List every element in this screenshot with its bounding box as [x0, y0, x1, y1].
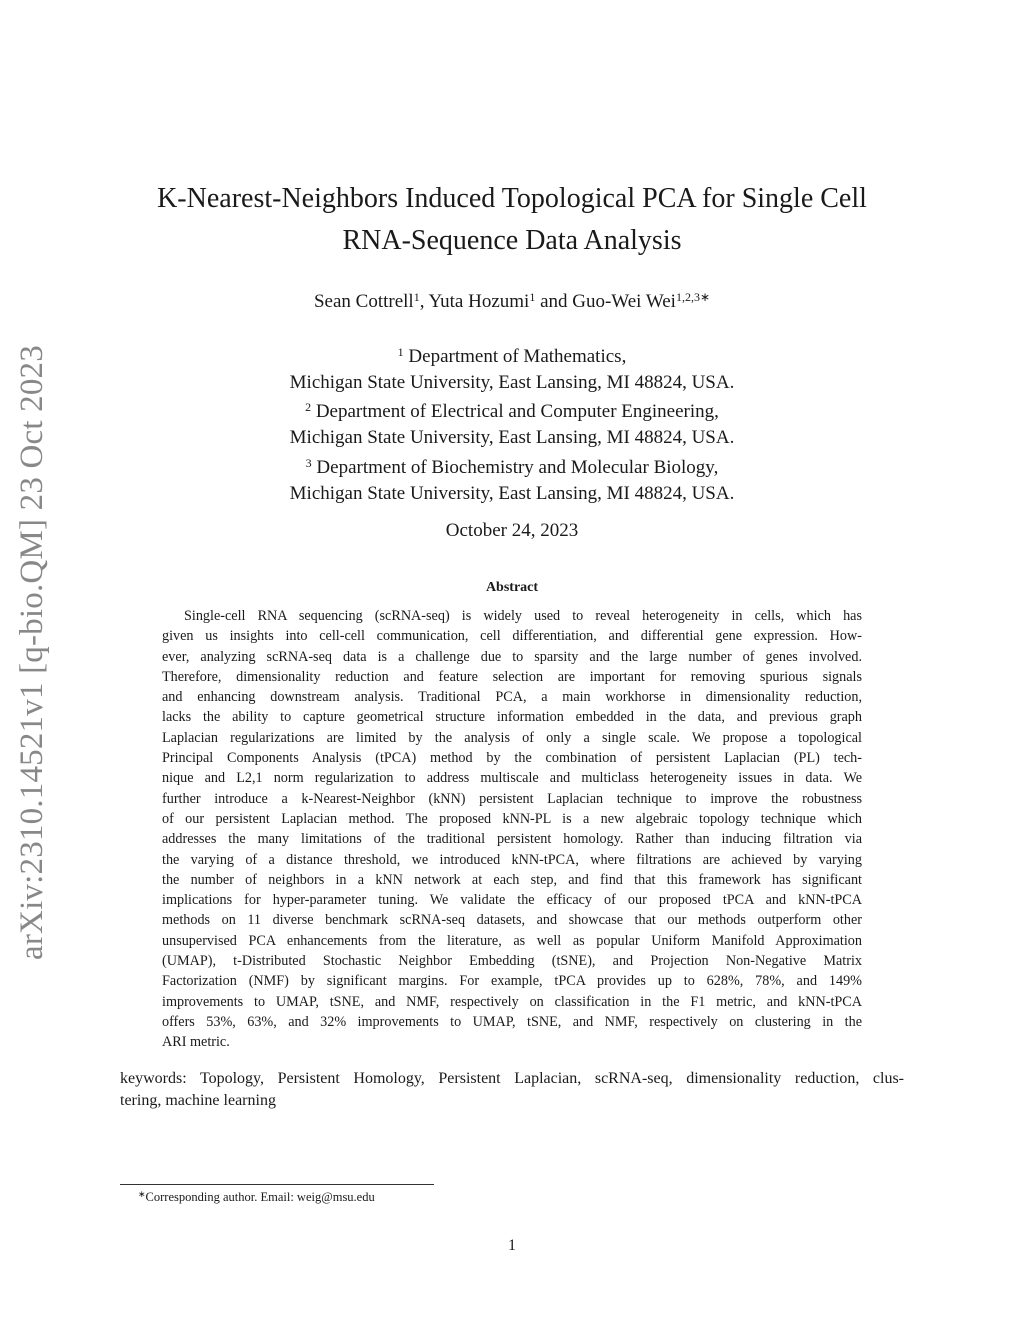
abstract-line: Principal Components Analysis (tPCA) method by the combination of persistent Laplacian (PL) tech-: [162, 750, 862, 767]
abstract-line: addresses the many limitations of the traditional persistent homology. Rather than inducing filtration via: [162, 831, 862, 848]
page-number: 1: [508, 1237, 516, 1254]
arxiv-identifier-stamp[interactable]: arXiv:2310.14521v1 [q-bio.QM] 23 Oct 2023: [14, 345, 50, 960]
abstract-line: lacks the ability to capture geometrical structure information embedded in the data, and previous graph: [162, 709, 862, 726]
abstract-line: (UMAP), t-Distributed Stochastic Neighbor Embedding (tSNE), and Projection Non-Negative Matrix: [162, 953, 862, 970]
affiliation-university: Michigan State University, East Lansing, MI 48824, USA.: [289, 427, 735, 449]
abstract-line: improvements to UMAP, tSNE, and NMF, respectively on classification in the F1 metric, and kNN-tPCA: [162, 993, 862, 1010]
corresponding-author-footnote: [138, 1189, 638, 1205]
abstract-line: methods on 11 diverse benchmark scRNA-seq datasets, and showcase that our methods outperform other: [162, 912, 862, 929]
affiliation-university: Michigan State University, East Lansing, MI 48824, USA.: [289, 371, 735, 393]
abstract-line: ever, analyzing scRNA-seq data is a challenge due to sparsity and the large number of genes involved.: [162, 648, 862, 665]
keywords-line: keywords: Topology, Persistent Homology, Persistent Laplacian, scRNA-seq, dimensionality reduction, clus-: [120, 1070, 904, 1087]
author-name: Yuta Hozumi: [428, 291, 530, 312]
footnote-text: Corresponding author. Email: weig@msu.edu: [145, 1190, 375, 1204]
affiliation-mark: 3: [305, 455, 312, 470]
abstract-line: implications for hyper-parameter tuning. We validate the efficacy of our proposed tPCA and kNN-tPCA: [162, 892, 862, 909]
department-name: Department of Electrical and Computer Engineering,: [311, 401, 719, 423]
affiliation-department: [120, 395, 904, 425]
affiliation-department: [120, 451, 904, 481]
abstract-heading: Abstract: [485, 580, 539, 595]
author-affiliation-mark: 1,2,3∗: [675, 290, 711, 304]
abstract-line: unsupervised PCA enhancements from the literature, as well as popular Uniform Manifold Approximation: [162, 932, 862, 949]
title-line-1: K-Nearest-Neighbors Induced Topological PCA for Single Cell: [157, 183, 867, 214]
abstract-line: the varying of a distance threshold, we introduced kNN-tPCA, where filtrations are achieved by varying: [162, 851, 862, 868]
footnote-mark: ∗: [138, 1189, 146, 1199]
abstract-line: Therefore, dimensionality reduction and feature selection are important for removing spurious signals: [162, 668, 862, 685]
abstract-line: ARI metric.: [162, 1034, 230, 1051]
footnote-divider: [120, 1184, 434, 1185]
paper-title: [120, 178, 904, 262]
affiliations: [120, 340, 904, 506]
affiliation-department: [120, 340, 904, 370]
affiliation-mark: 1: [397, 345, 404, 359]
author-affiliation-mark: 1: [413, 290, 420, 304]
title-line-2: RNA-Sequence Data Analysis: [342, 225, 682, 256]
author-name: Guo-Wei Wei: [572, 291, 676, 312]
abstract-line: offers 53%, 63%, and 32% improvements to UMAP, tSNE, and NMF, respectively on clustering in the: [162, 1013, 862, 1030]
abstract-line: nique and L2,1 norm regularization to address multiscale and multiclass heterogeneity issues in data. We: [162, 770, 862, 787]
department-name: Department of Mathematics,: [403, 346, 627, 367]
abstract-line: given us insights into cell-cell communication, cell differentiation, and differential gene expression. How-: [162, 628, 862, 645]
publication-date: October 24, 2023: [445, 520, 579, 541]
abstract-line: and enhancing downstream analysis. Traditional PCA, a main workhorse in dimensionality reduction,: [162, 689, 862, 706]
author-list: [120, 290, 904, 313]
affiliation-university: Michigan State University, East Lansing, MI 48824, USA.: [289, 482, 735, 504]
author-separator: and: [535, 291, 573, 312]
keywords: [120, 1068, 904, 1112]
affiliation-mark: 2: [305, 400, 312, 415]
abstract-line: Single-cell RNA sequencing (scRNA-seq) is widely used to reveal heterogeneity in cells, which has: [184, 608, 862, 624]
author-affiliation-mark: 1: [529, 290, 536, 304]
abstract-body: [162, 606, 862, 1053]
abstract-line: Laplacian regularizations are limited by the analysis of only a single scale. We propose a topological: [162, 729, 862, 746]
department-name: Department of Biochemistry and Molecular Biology,: [311, 456, 719, 478]
author-name: Sean Cottrell: [313, 291, 414, 312]
keywords-line: tering, machine learning: [120, 1092, 276, 1109]
author-separator: ,: [419, 291, 429, 312]
abstract-line: the number of neighbors in a kNN network at each step, and find that this framework has significant: [162, 871, 862, 888]
abstract-line: further introduce a k-Nearest-Neighbor (kNN) persistent Laplacian technique to improve the robustness: [162, 790, 862, 807]
abstract-line: Factorization (NMF) by significant margins. For example, tPCA provides up to 628%, 78%, and 149%: [162, 973, 862, 990]
abstract-line: of our persistent Laplacian method. The proposed kNN-PL is a new algebraic topology technique which: [162, 810, 862, 827]
